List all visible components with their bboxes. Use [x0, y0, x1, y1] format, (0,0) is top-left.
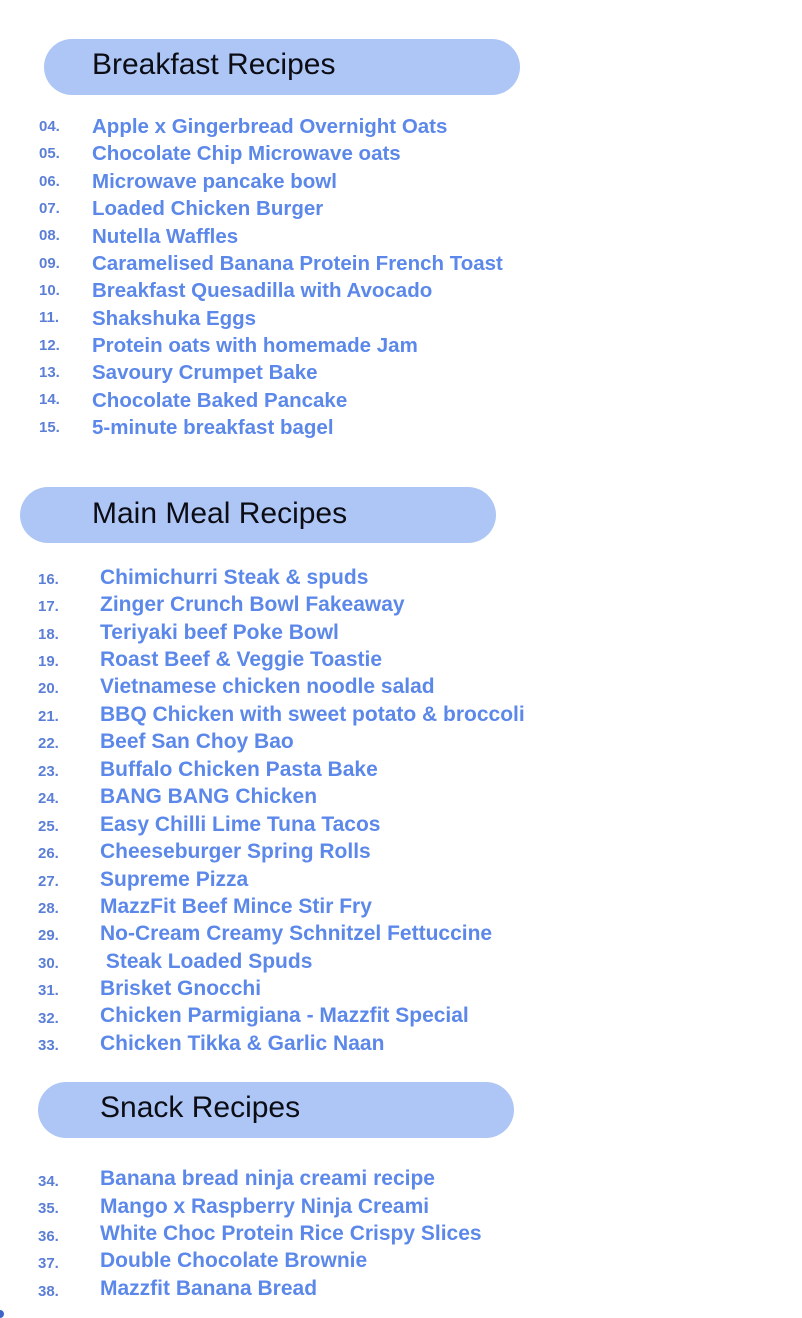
recipe-number: 16.: [38, 571, 59, 588]
recipe-link[interactable]: BANG BANG Chicken: [100, 785, 318, 808]
recipe-link[interactable]: Savoury Crumpet Bake: [92, 361, 318, 384]
main-meal-section-title: Main Meal Recipes: [92, 497, 348, 530]
recipe-link[interactable]: Chocolate Baked Pancake: [92, 389, 348, 412]
recipe-number: 05.: [39, 145, 60, 162]
recipe-link[interactable]: Double Chocolate Brownie: [100, 1249, 368, 1272]
recipe-number: 25.: [38, 818, 59, 835]
recipe-number: 08.: [39, 227, 60, 244]
recipe-link[interactable]: Chocolate Chip Microwave oats: [92, 142, 401, 165]
recipe-number: 27.: [38, 873, 59, 890]
recipe-number: 26.: [38, 845, 59, 862]
recipe-link[interactable]: Apple x Gingerbread Overnight Oats: [92, 115, 448, 138]
recipe-number: 18.: [38, 626, 59, 643]
recipe-link[interactable]: Breakfast Quesadilla with Avocado: [92, 279, 433, 302]
recipe-link[interactable]: Cheeseburger Spring Rolls: [100, 840, 371, 863]
recipe-number: 14.: [39, 391, 60, 408]
recipe-link[interactable]: Chicken Tikka & Garlic Naan: [100, 1032, 385, 1055]
recipe-link[interactable]: Microwave pancake bowl: [92, 170, 337, 193]
recipe-number: 17.: [38, 598, 59, 615]
recipe-number: 09.: [39, 255, 60, 272]
recipe-link[interactable]: Steak Loaded Spuds: [100, 950, 313, 973]
recipe-number: 04.: [39, 118, 60, 135]
recipe-number: 10.: [39, 282, 60, 299]
recipe-number: 13.: [39, 364, 60, 381]
recipe-link[interactable]: BBQ Chicken with sweet potato & broccoli: [100, 703, 525, 726]
recipe-number: 32.: [38, 1010, 59, 1027]
recipe-link[interactable]: Brisket Gnocchi: [100, 977, 262, 1000]
breakfast-section-title: Breakfast Recipes: [92, 48, 336, 81]
recipe-number: 24.: [38, 790, 59, 807]
recipe-number: 34.: [38, 1173, 59, 1190]
recipe-number: 36.: [38, 1228, 59, 1245]
recipe-number: 35.: [38, 1200, 59, 1217]
recipe-link[interactable]: Buffalo Chicken Pasta Bake: [100, 758, 378, 781]
recipe-link[interactable]: White Choc Protein Rice Crispy Slices: [100, 1222, 482, 1245]
recipe-link[interactable]: Protein oats with homemade Jam: [92, 334, 418, 357]
recipe-link[interactable]: Teriyaki beef Poke Bowl: [100, 621, 339, 644]
recipe-number: 28.: [38, 900, 59, 917]
recipe-link[interactable]: Nutella Waffles: [92, 225, 239, 248]
recipe-number: 07.: [39, 200, 60, 217]
recipe-number: 37.: [38, 1255, 59, 1272]
recipe-number: 20.: [38, 680, 59, 697]
recipe-number: 31.: [38, 982, 59, 999]
recipe-link[interactable]: Loaded Chicken Burger: [92, 197, 324, 220]
recipe-number: 22.: [38, 735, 59, 752]
recipe-number: 15.: [39, 419, 60, 436]
recipe-number: 19.: [38, 653, 59, 670]
recipe-link[interactable]: Mango x Raspberry Ninja Creami: [100, 1195, 430, 1218]
recipe-number: 30.: [38, 955, 59, 972]
recipe-link[interactable]: Banana bread ninja creami recipe: [100, 1167, 435, 1190]
corner-dot-decoration: [0, 1310, 4, 1318]
snack-section-title: Snack Recipes: [100, 1091, 301, 1124]
recipe-number: 21.: [38, 708, 59, 725]
recipe-link[interactable]: Zinger Crunch Bowl Fakeaway: [100, 593, 405, 616]
recipe-number: 38.: [38, 1283, 59, 1300]
recipe-link[interactable]: Roast Beef & Veggie Toastie: [100, 648, 383, 671]
recipe-number: 11.: [39, 309, 60, 326]
recipe-link[interactable]: Vietnamese chicken noodle salad: [100, 675, 435, 698]
recipe-link[interactable]: Easy Chilli Lime Tuna Tacos: [100, 813, 381, 836]
recipe-number: 29.: [38, 927, 59, 944]
recipe-link[interactable]: 5-minute breakfast bagel: [92, 416, 334, 439]
recipe-number: 12.: [39, 337, 60, 354]
recipe-link[interactable]: Shakshuka Eggs: [92, 307, 257, 330]
recipe-link[interactable]: No-Cream Creamy Schnitzel Fettuccine: [100, 922, 493, 945]
recipe-number: 33.: [38, 1037, 59, 1054]
recipe-link[interactable]: Beef San Choy Bao: [100, 730, 294, 753]
recipe-link[interactable]: Chimichurri Steak & spuds: [100, 566, 369, 589]
recipe-link[interactable]: Mazzfit Banana Bread: [100, 1277, 318, 1300]
recipe-link[interactable]: Chicken Parmigiana - Mazzfit Special: [100, 1004, 469, 1027]
recipe-link[interactable]: Caramelised Banana Protein French Toast: [92, 252, 503, 275]
recipe-link[interactable]: MazzFit Beef Mince Stir Fry: [100, 895, 372, 918]
recipe-link[interactable]: Supreme Pizza: [100, 868, 249, 891]
recipe-number: 06.: [39, 173, 60, 190]
recipe-number: 23.: [38, 763, 59, 780]
